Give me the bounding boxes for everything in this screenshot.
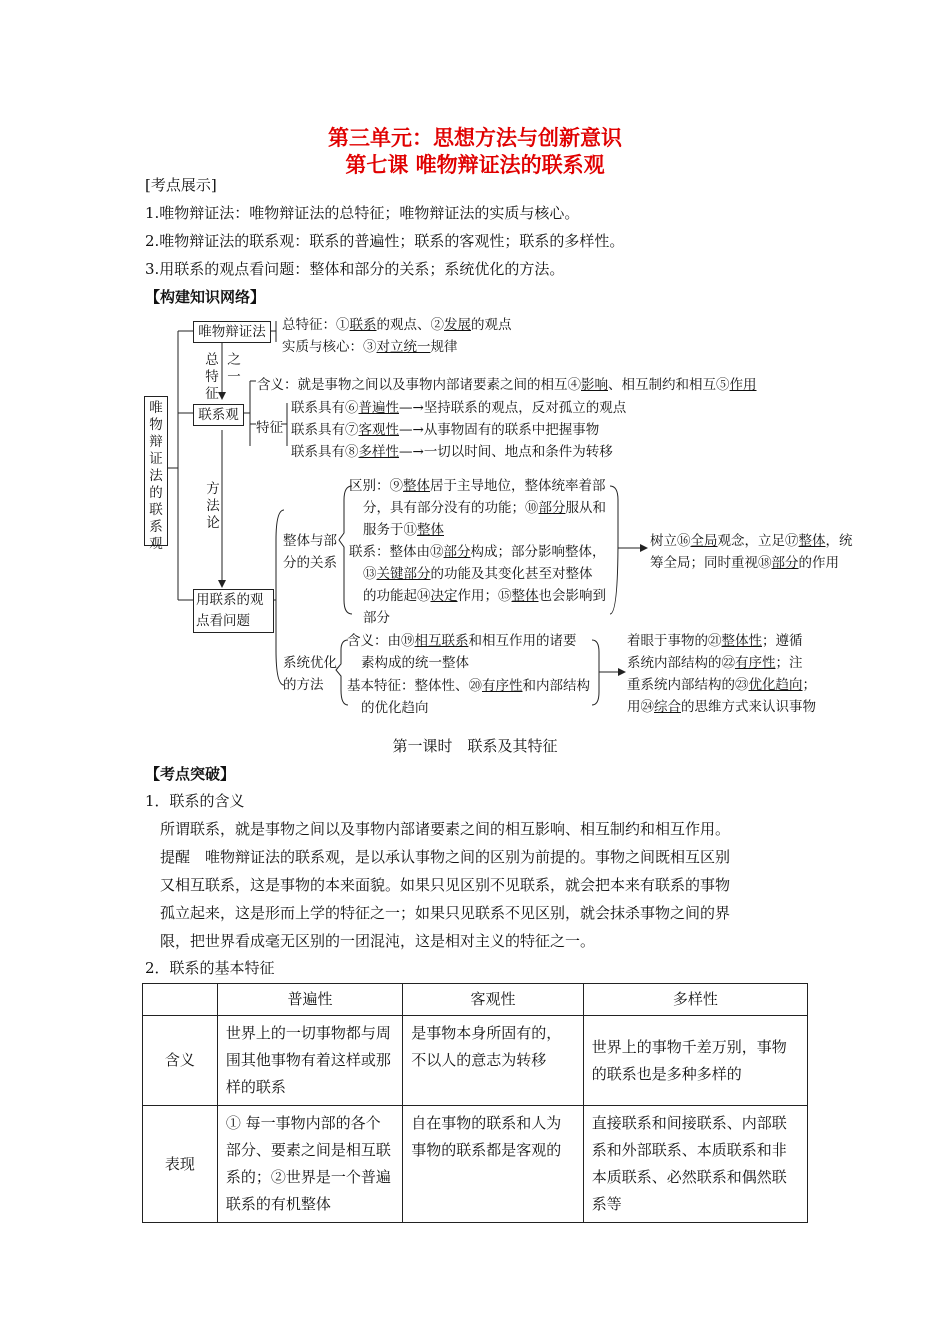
whole-part-conclusion: 树立⑯全局观念，立足⑰整体，统 筹全局；同时重视⑱部分的作用 bbox=[650, 533, 853, 571]
tip-line: 限，把世界看成毫无区别的一团混沌，这是相对主义的特征之一。 bbox=[160, 932, 596, 950]
label-one-of: 之 一 bbox=[227, 352, 241, 385]
root-char: 辩 bbox=[149, 434, 163, 450]
features-table bbox=[142, 983, 808, 1223]
root-char: 法 bbox=[149, 468, 163, 484]
feature-line-universal: 联系具有⑥普遍性—→坚持联系的观点，反对孤立的观点 bbox=[291, 400, 627, 416]
table-row-label: 含义 bbox=[143, 1016, 218, 1106]
label-methodology: 方 法 论 bbox=[206, 481, 220, 531]
label-system-optimization: 系统优化 的方法 bbox=[283, 655, 337, 693]
lesson-title: 第七课 唯物辩证法的联系观 bbox=[345, 152, 605, 177]
feature-line-objective: 联系具有⑦客观性—→从事物固有的联系中把握事物 bbox=[291, 422, 600, 438]
table-header-cell: 客观性 bbox=[403, 984, 583, 1016]
unit-title: 第三单元：思想方法与创新意识 bbox=[328, 125, 622, 150]
exam-point-2: 2.唯物辩证法的联系观：联系的普遍性；联系的客观性；联系的多样性。 bbox=[145, 232, 625, 250]
root-char: 系 bbox=[149, 519, 163, 535]
connection-meaning-line: 含义：就是事物之间以及事物内部诸要素之间的相互④影响、相互制约和相互⑤作用 bbox=[257, 377, 757, 393]
whole-part-relation: 联系：整体由⑫部分构成；部分影响整体， ⑬关键部分的功能及其变化甚至对整体 的功能起⑭决定作用；⑮整体也会影响到 部分 bbox=[349, 544, 606, 626]
feature-line-diverse: 联系具有⑧多样性—→一切以时间、地点和条件为转移 bbox=[291, 444, 613, 460]
table-row bbox=[143, 1106, 808, 1223]
node-connection-view: 联系观 bbox=[193, 404, 244, 426]
table-cell: 自在事物的联系和人为事物的联系都是客观的 bbox=[403, 1106, 583, 1223]
root-char: 观 bbox=[149, 536, 163, 552]
label-whole-part: 整体与部 分的关系 bbox=[283, 533, 337, 571]
tip-line: 又相互联系，这是事物的本来面貌。如果只见区别不见联系，就会把本来有联系的事物 bbox=[160, 876, 731, 894]
system-conclusion: 着眼于事物的㉑整体性；遵循 系统内部结构的㉒有序性；注 重系统内部结构的㉓优化趋向； 用㉔综合的思维方式来认识事物 bbox=[627, 633, 816, 715]
section-1-title: 1．联系的含义 bbox=[145, 792, 245, 810]
exam-point-3: 3.用联系的观点看问题：整体和部分的关系；系统优化的方法。 bbox=[145, 260, 565, 278]
tip-line: 孤立起来，这是形而上学的特征之一；如果只见联系不见区别，就会抹杀事物之间的界 bbox=[160, 904, 731, 922]
table-header-cell: 多样性 bbox=[583, 984, 807, 1016]
essence-line: 实质与核心：③对立统一规律 bbox=[282, 339, 458, 355]
system-meaning: 含义：由⑲相互联系和相互作用的诸要 素构成的统一整体 bbox=[347, 633, 577, 671]
table-row-label: 表现 bbox=[143, 1106, 218, 1223]
root-char: 的 bbox=[149, 485, 163, 501]
tip-line: 提醒 唯物辩证法的联系观，是以承认事物之间的区别为前提的。事物之间既相互区别 bbox=[160, 848, 731, 866]
section-2-title: 2．联系的基本特征 bbox=[145, 959, 275, 977]
system-feature: 基本特征：整体性、⑳有序性和内部结构 的优化趋向 bbox=[347, 678, 590, 716]
table-cell: 世界上的事物千差万别，事物的联系也是多种多样的 bbox=[583, 1016, 807, 1106]
session-title: 第一课时 联系及其特征 bbox=[392, 737, 558, 755]
section-1-text: 所谓联系，就是事物之间以及事物内部诸要素之间的相互影响、相互制约和相互作用。 bbox=[160, 820, 731, 838]
exam-points-heading: [考点展示] bbox=[145, 176, 217, 194]
root-char: 物 bbox=[149, 417, 163, 433]
root-node bbox=[144, 396, 168, 552]
root-char: 联 bbox=[149, 502, 163, 518]
table-header-row bbox=[143, 984, 808, 1016]
table-header-cell bbox=[143, 984, 218, 1016]
table-header-cell: 普遍性 bbox=[217, 984, 402, 1016]
root-char: 证 bbox=[149, 451, 163, 467]
whole-part-difference: 区别：⑨整体居于主导地位，整体统率着部 分，具有部分没有的功能；⑩部分服从和 服务于⑪整体 bbox=[349, 478, 606, 538]
table-cell: 是事物本身所固有的，不以人的意志为转移 bbox=[403, 1016, 583, 1106]
exam-point-1: 1.唯物辩证法：唯物辩证法的总特征；唯物辩证法的实质与核心。 bbox=[145, 204, 580, 222]
table-cell: 世界上的一切事物都与周围其他事物有着这样或那样的联系 bbox=[217, 1016, 402, 1106]
node-method: 用联系的观 点看问题 bbox=[193, 589, 274, 633]
table-row bbox=[143, 1016, 808, 1106]
table-cell: ① 每一事物内部的各个部分、要素之间是相互联系的；②世界是一个普遍联系的有机整体 bbox=[217, 1106, 402, 1223]
root-char: 唯 bbox=[149, 400, 163, 416]
table-cell: 直接联系和间接联系、内部联系和外部联系、本质联系和非本质联系、必然联系和偶然联系等 bbox=[583, 1106, 807, 1223]
feature-label: 特征 bbox=[256, 420, 283, 436]
network-heading: 【构建知识网络】 bbox=[145, 288, 266, 306]
breakthrough-heading: 【考点突破】 bbox=[145, 765, 236, 783]
total-feature-line: 总特征：①联系的观点、②发展的观点 bbox=[282, 317, 512, 333]
node-dialectics: 唯物辩证法 bbox=[193, 321, 271, 343]
label-total-feature: 总 特 征 bbox=[205, 352, 219, 402]
